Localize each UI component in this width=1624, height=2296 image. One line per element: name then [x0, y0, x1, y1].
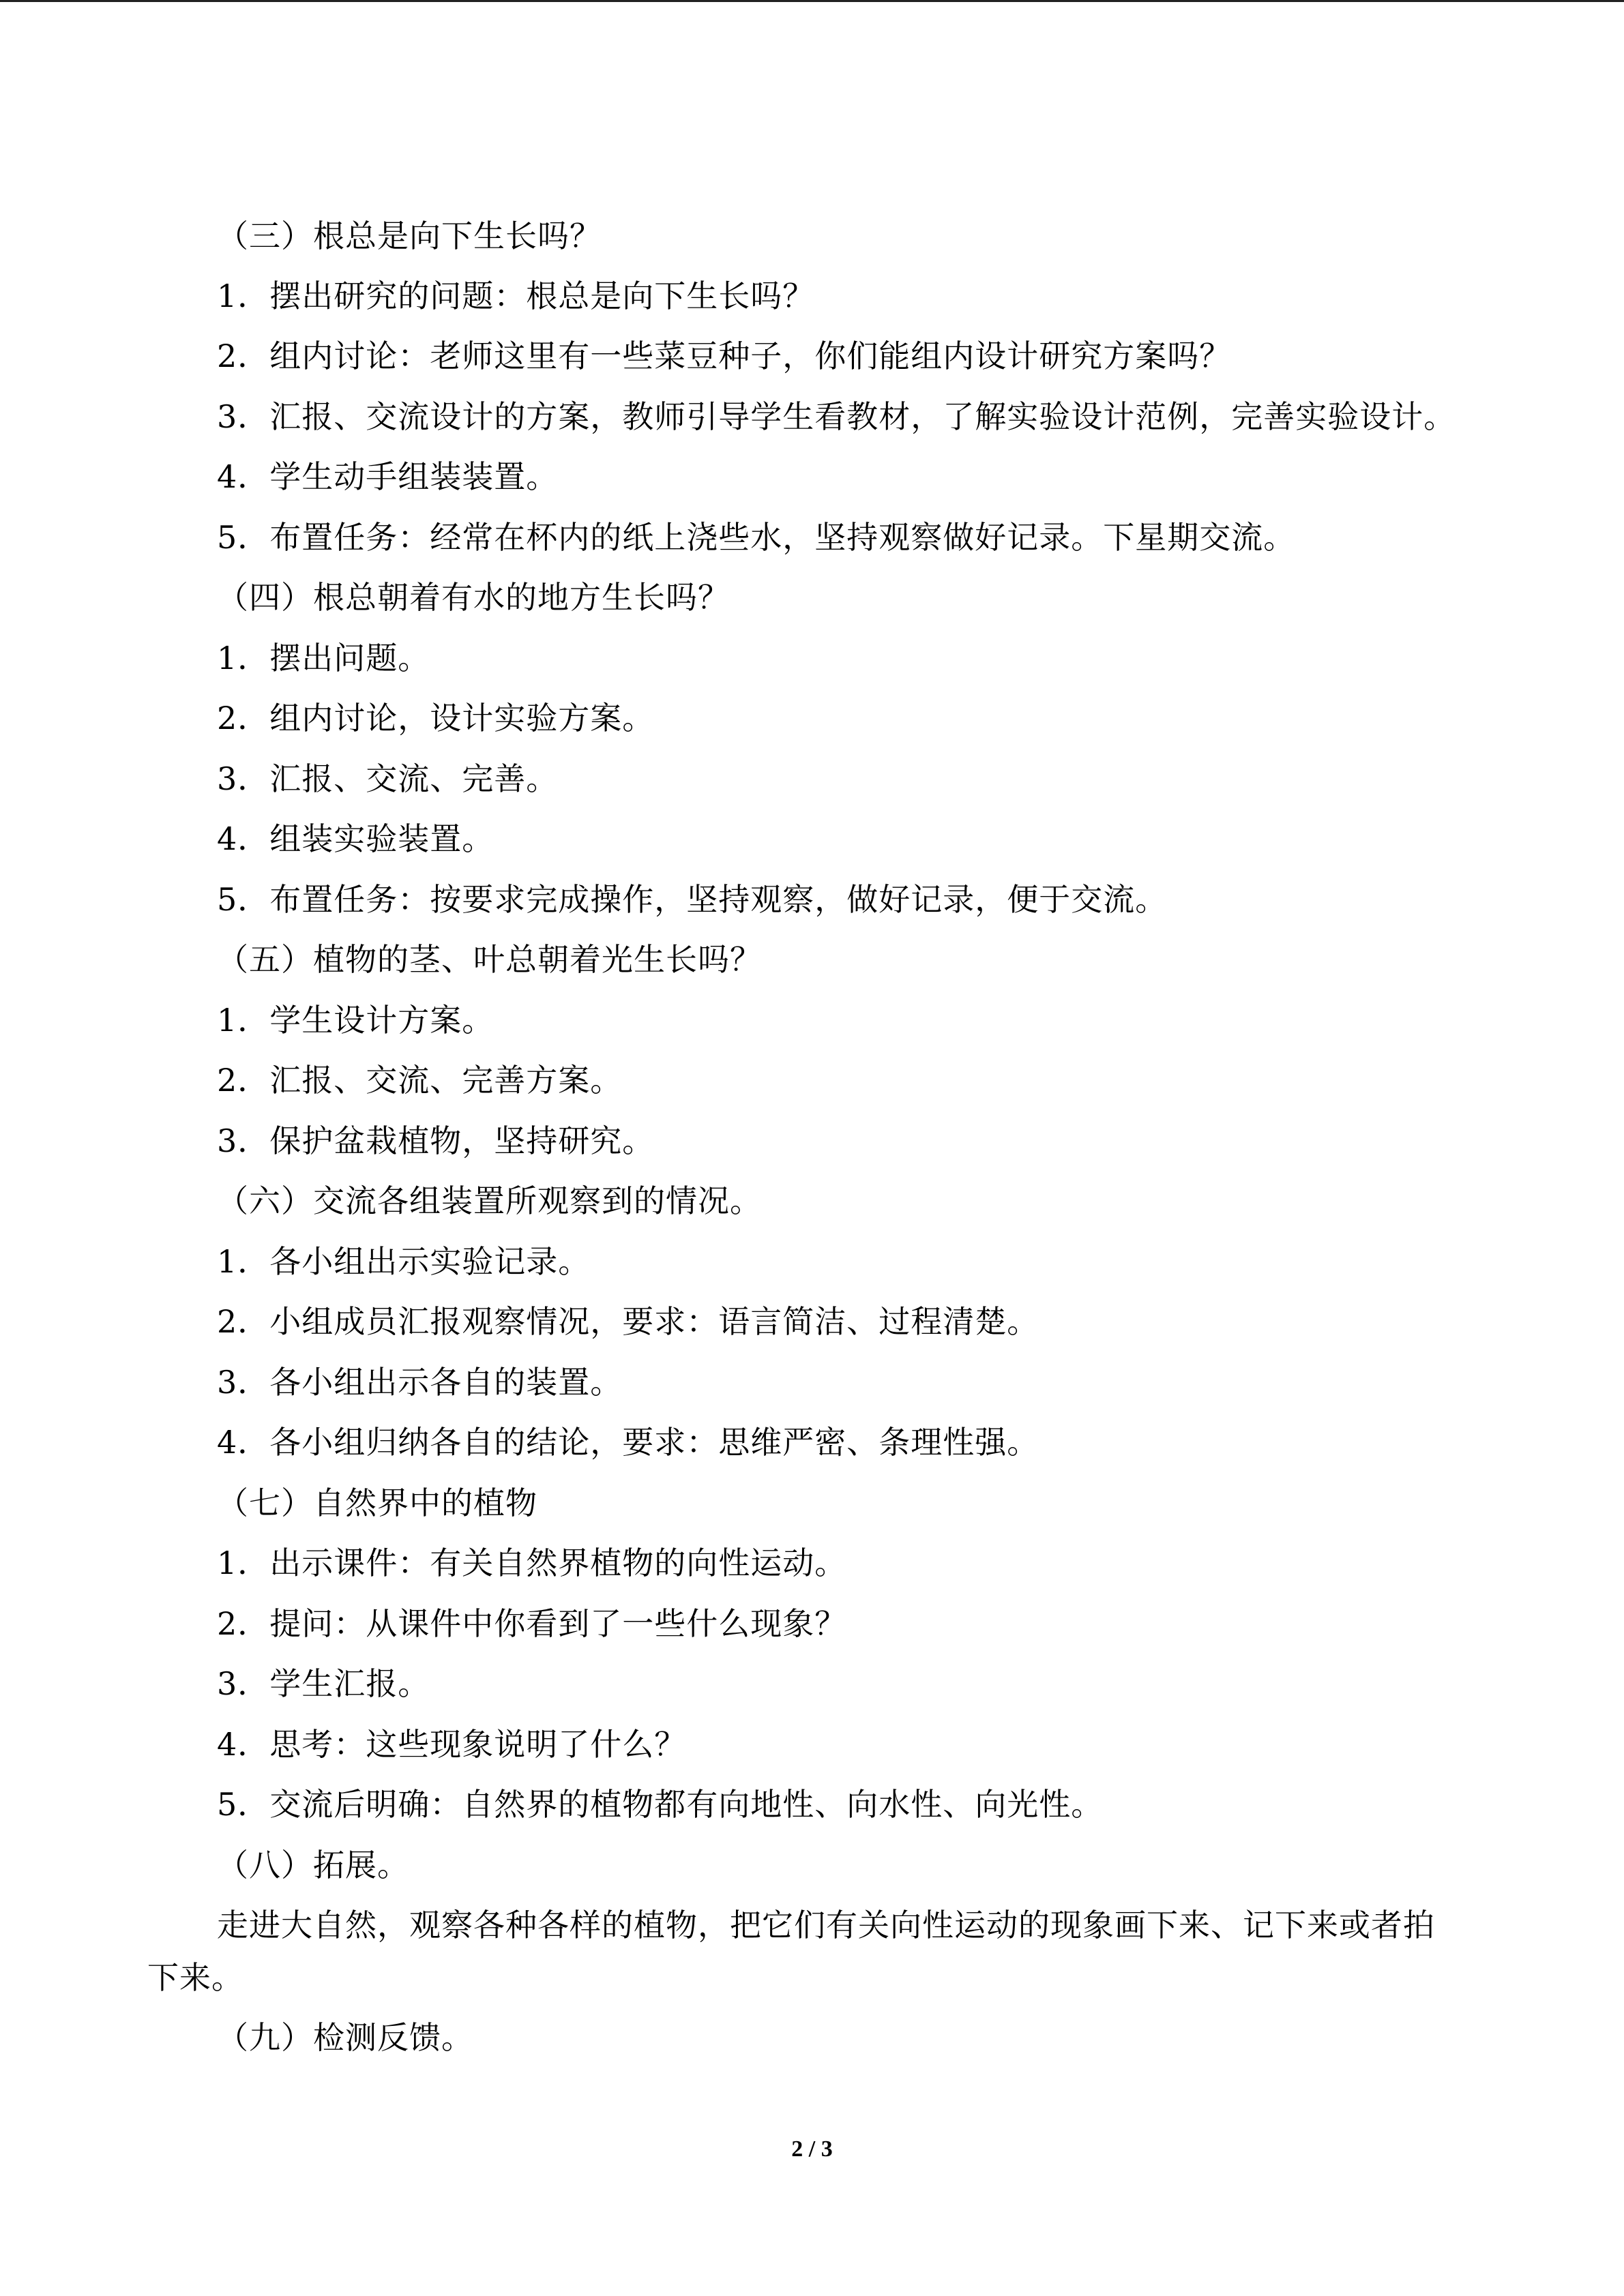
list-item: 5．交流后明确：自然界的植物都有向地性、向水性、向光性。 — [217, 1786, 1104, 1823]
section-heading-4: （四）根总朝着有水的地方生长吗？ — [217, 579, 730, 616]
list-item: 2．组内讨论，设计实验方案。 — [217, 700, 655, 736]
list-item: 4．思考：这些现象说明了什么？ — [217, 1726, 687, 1763]
list-item: 1．出示课件：有关自然界植物的向性运动。 — [217, 1545, 847, 1581]
list-item: 4．各小组归纳各自的结论，要求：思维严密、条理性强。 — [217, 1424, 1039, 1461]
list-item: 2．小组成员汇报观察情况，要求：语言简洁、过程清楚。 — [217, 1303, 1039, 1340]
section-heading-9: （九）检测反馈。 — [217, 2019, 473, 2056]
list-item: 3．保护盆栽植物，坚持研究。 — [217, 1122, 655, 1159]
list-item: 1．摆出研究的问题：根总是向下生长吗？ — [217, 278, 815, 314]
section-heading-3: （三）根总是向下生长吗？ — [217, 218, 602, 254]
section-heading-7: （七）自然界中的植物 — [217, 1485, 537, 1521]
page-number: 2 / 3 — [791, 2136, 833, 2162]
list-item: 3．学生汇报。 — [217, 1665, 430, 1702]
section-heading-5: （五）植物的茎、叶总朝着光生长吗？ — [217, 941, 762, 978]
list-item: 1．各小组出示实验记录。 — [217, 1243, 591, 1280]
list-item: 3．各小组出示各自的装置。 — [217, 1364, 623, 1401]
paragraph-line: 下来。 — [147, 1959, 243, 1996]
list-item: 2．提问：从课件中你看到了一些什么现象？ — [217, 1605, 847, 1642]
list-item: 4．学生动手组装装置。 — [217, 458, 559, 495]
list-item: 2．汇报、交流、完善方案。 — [217, 1062, 623, 1099]
page-top-border — [0, 0, 1624, 2]
list-item: 3．汇报、交流设计的方案，教师引导学生看教材，了解实验设计范例，完善实验设计。 — [217, 398, 1456, 435]
section-heading-8: （八）拓展。 — [217, 1847, 409, 1883]
list-item: 1．摆出问题。 — [217, 640, 430, 676]
list-item: 1．学生设计方案。 — [217, 1002, 494, 1039]
paragraph-line: 走进大自然，观察各种各样的植物，把它们有关向性运动的现象画下来、记下来或者拍 — [217, 1907, 1435, 1943]
list-item: 5．布置任务：经常在杯内的纸上浇些水，坚持观察做好记录。下星期交流。 — [217, 519, 1296, 556]
list-item: 2．组内讨论：老师这里有一些菜豆种子，你们能组内设计研究方案吗？ — [217, 338, 1232, 374]
section-heading-6: （六）交流各组装置所观察到的情况。 — [217, 1182, 762, 1219]
list-item: 3．汇报、交流、完善。 — [217, 760, 559, 797]
list-item: 5．布置任务：按要求完成操作，坚持观察，做好记录，便于交流。 — [217, 881, 1168, 918]
list-item: 4．组装实验装置。 — [217, 820, 494, 857]
